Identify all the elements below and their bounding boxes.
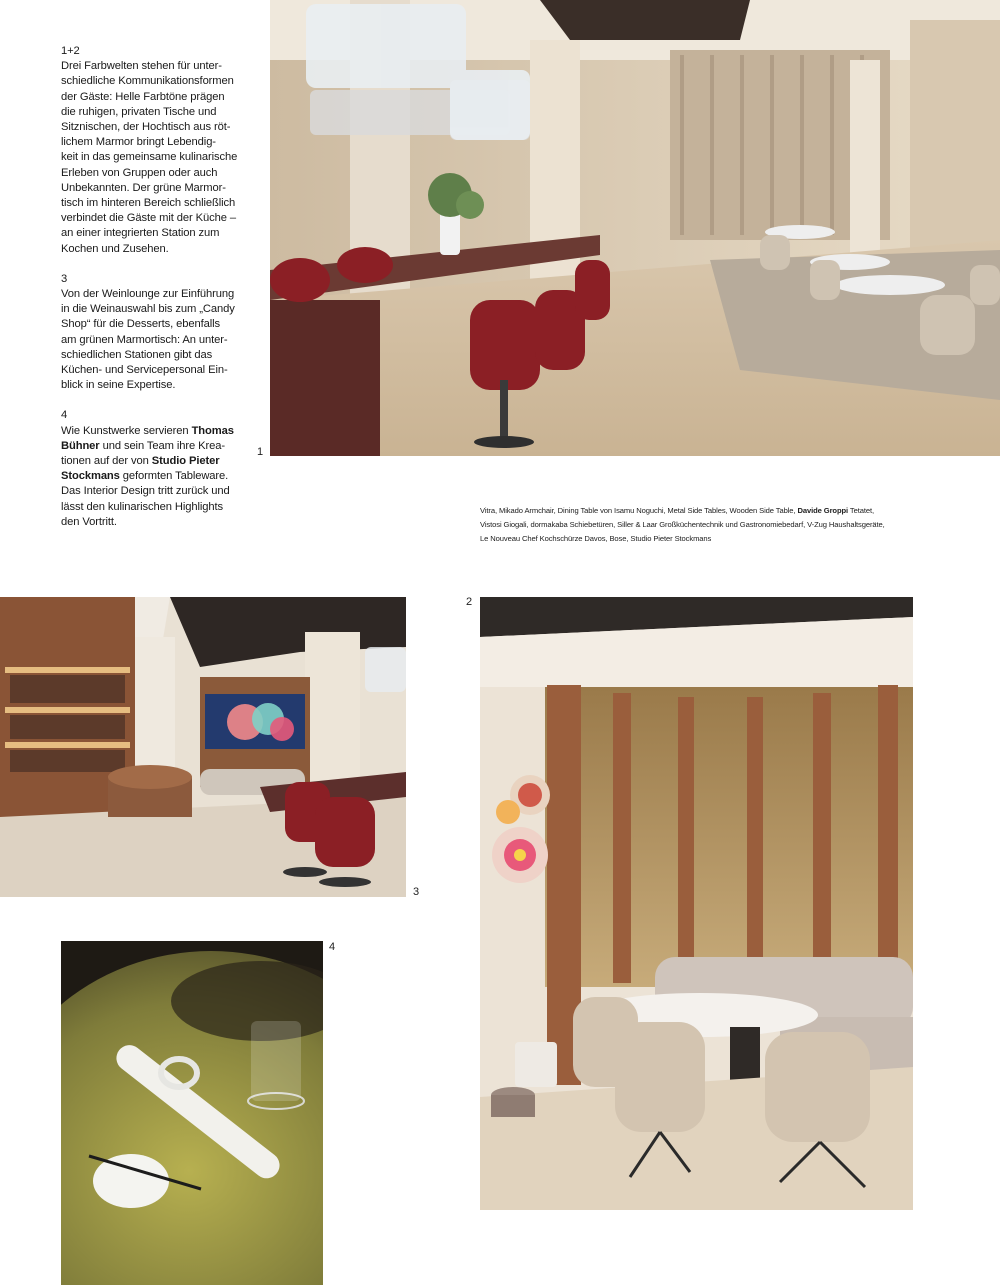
- photo-2-number: 2: [466, 596, 473, 608]
- photo-1-number: 1: [257, 446, 264, 458]
- photo-4-number: 4: [329, 941, 336, 953]
- caption-4-name-buehner: Thomas Bühner: [61, 424, 234, 452]
- photo-1-restaurant-overview: [270, 0, 1000, 456]
- photo-3-number: 3: [413, 886, 420, 898]
- caption-4-number: 4: [61, 409, 68, 422]
- caption-3-text: Von der Weinlounge zur Einführung in die Weinauswahl bis zum „Candy Shop“ für die Desserts, ebenfalls am grünen Marmortisch: An unter- schiedlichen Stationen gibt das Küchen- und Servicepersonal Ein- blick in seine Expertise.: [61, 288, 235, 392]
- caption-column: [61, 44, 241, 545]
- caption-4-text-c: und sein Team ihre Krea- tionen auf der von: [61, 439, 225, 468]
- photo-2-seating-niche: [480, 597, 913, 1210]
- caption-1-2: [61, 44, 241, 257]
- credits-line-1b: Tetatet,: [848, 506, 875, 515]
- caption-3: [61, 272, 241, 394]
- caption-4-text-e: geformten Tableware. Das Interior Design tritt zurück und lässt den kulinarischen Highlights den Vortritt.: [61, 470, 230, 528]
- caption-4-text-a: Wie Kunstwerke servieren: [61, 424, 192, 437]
- credits-line-2: Vistosi Giogali, dormakaba Schiebetüren, Siller & Laar Großküchentechnik und Gastronomiebedarf, V-Zug Haushaltsgeräte,: [480, 520, 885, 530]
- caption-3-number: 3: [61, 272, 68, 285]
- credits-line-3: Le Nouveau Chef Kochschürze Davos, Bose, Studio Pieter Stockmans: [480, 534, 712, 544]
- caption-4-name-stockmans: Studio Pieter Stockmans: [61, 455, 220, 483]
- credits-line-1a: Vitra, Mikado Armchair, Dining Table von Isamu Noguchi, Metal Side Tables, Wooden Side Table,: [480, 506, 798, 515]
- caption-4: [61, 408, 241, 530]
- caption-1-2-number: 1+2: [61, 45, 80, 57]
- caption-1-2-text: Drei Farbwelten stehen für unter- schiedliche Kommunikationsformen der Gäste: Helle Farbtöne prägen die ruhigen, privaten Tische und Sitznischen, der Hochtisch aus röt- lichem Marmor bringt Lebendig- keit in das gemeinsame kulinarische Erleben von Gruppen oder auch Unbekannten. Der grüne Marmor- tisch im hinteren Bereich schließlich verbindet die Gäste mit der Küche – an einer integrierten Station zum Kochen und Zusehen.: [61, 60, 238, 255]
- product-credits: [480, 504, 950, 547]
- photo-4-tableware-detail: [61, 941, 323, 1285]
- photo-3-wine-lounge: [0, 597, 406, 897]
- credits-brand-groppi: Davide Groppi: [797, 506, 849, 515]
